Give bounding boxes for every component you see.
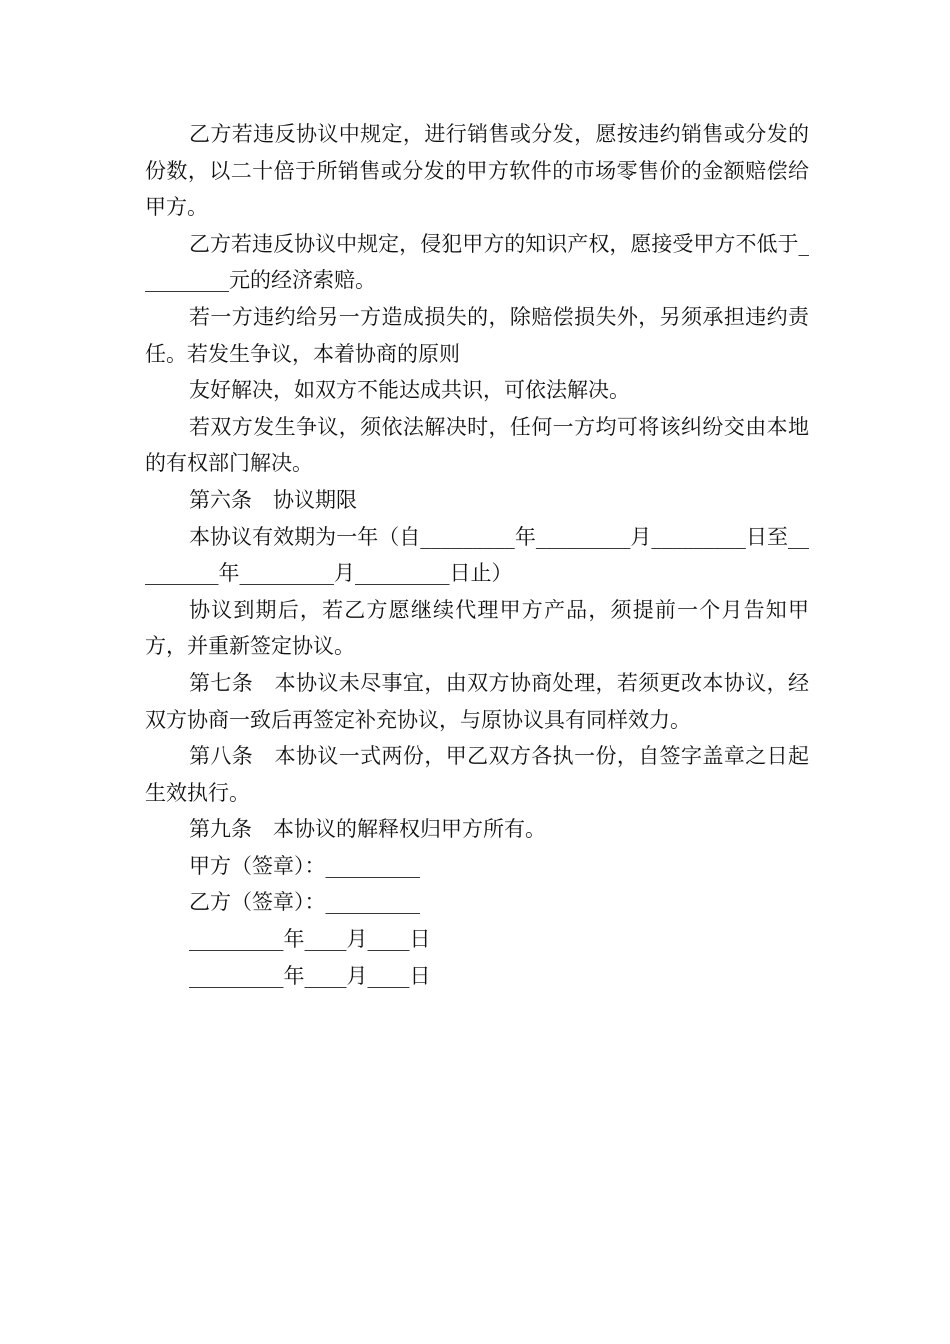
article-seven: 第七条 本协议未尽事宜，由双方协商处理，若须更改本协议，经双方协商一致后再签定补充协议，与原协议具有同样效力。 — [145, 670, 809, 732]
paragraph-amicable-resolution: 友好解决，如双方不能达成共识，可依法解决。 — [189, 378, 630, 403]
paragraph-breach-liability: 若一方违约给另一方造成损失的，除赔偿损失外，另须承担违约责任。若发生争议，本着协商的原则 — [145, 304, 809, 366]
signature-party-a: 甲方（签章）：_________ — [189, 853, 420, 878]
article-six-heading: 第六条 协议期限 — [189, 487, 357, 512]
paragraph-sales-violation: 乙方若违反协议中规定，进行销售或分发，愿按违约销售或分发的份数，以二十倍于所销售或分发的甲方软件的市场零售价的金额赔偿给甲方。 — [145, 122, 809, 220]
paragraph-renewal: 协议到期后，若乙方愿继续代理甲方产品，须提前一个月告知甲方，并重新签定协议。 — [145, 597, 809, 659]
paragraph-ip-violation: 乙方若违反协议中规定，侵犯甲方的知识产权，愿接受甲方不低于_________元的经济索赔。 — [145, 231, 809, 293]
signature-date-1: _________年____月____日 — [189, 927, 431, 952]
article-nine: 第九条 本协议的解释权归甲方所有。 — [189, 817, 546, 842]
document-body — [145, 116, 809, 994]
paragraph-dispute-resolution: 若双方发生争议，须依法解决时，任何一方均可将该纠纷交由本地的有权部门解决。 — [145, 414, 809, 476]
signature-party-b: 乙方（签章）：_________ — [189, 890, 420, 915]
paragraph-validity-period: 本协议有效期为一年（自_________年_________月_________日至_________年_________月_________日止） — [145, 524, 809, 586]
signature-date-2: _________年____月____日 — [189, 963, 431, 988]
article-eight: 第八条 本协议一式两份，甲乙双方各执一份，自签字盖章之日起生效执行。 — [145, 744, 809, 805]
